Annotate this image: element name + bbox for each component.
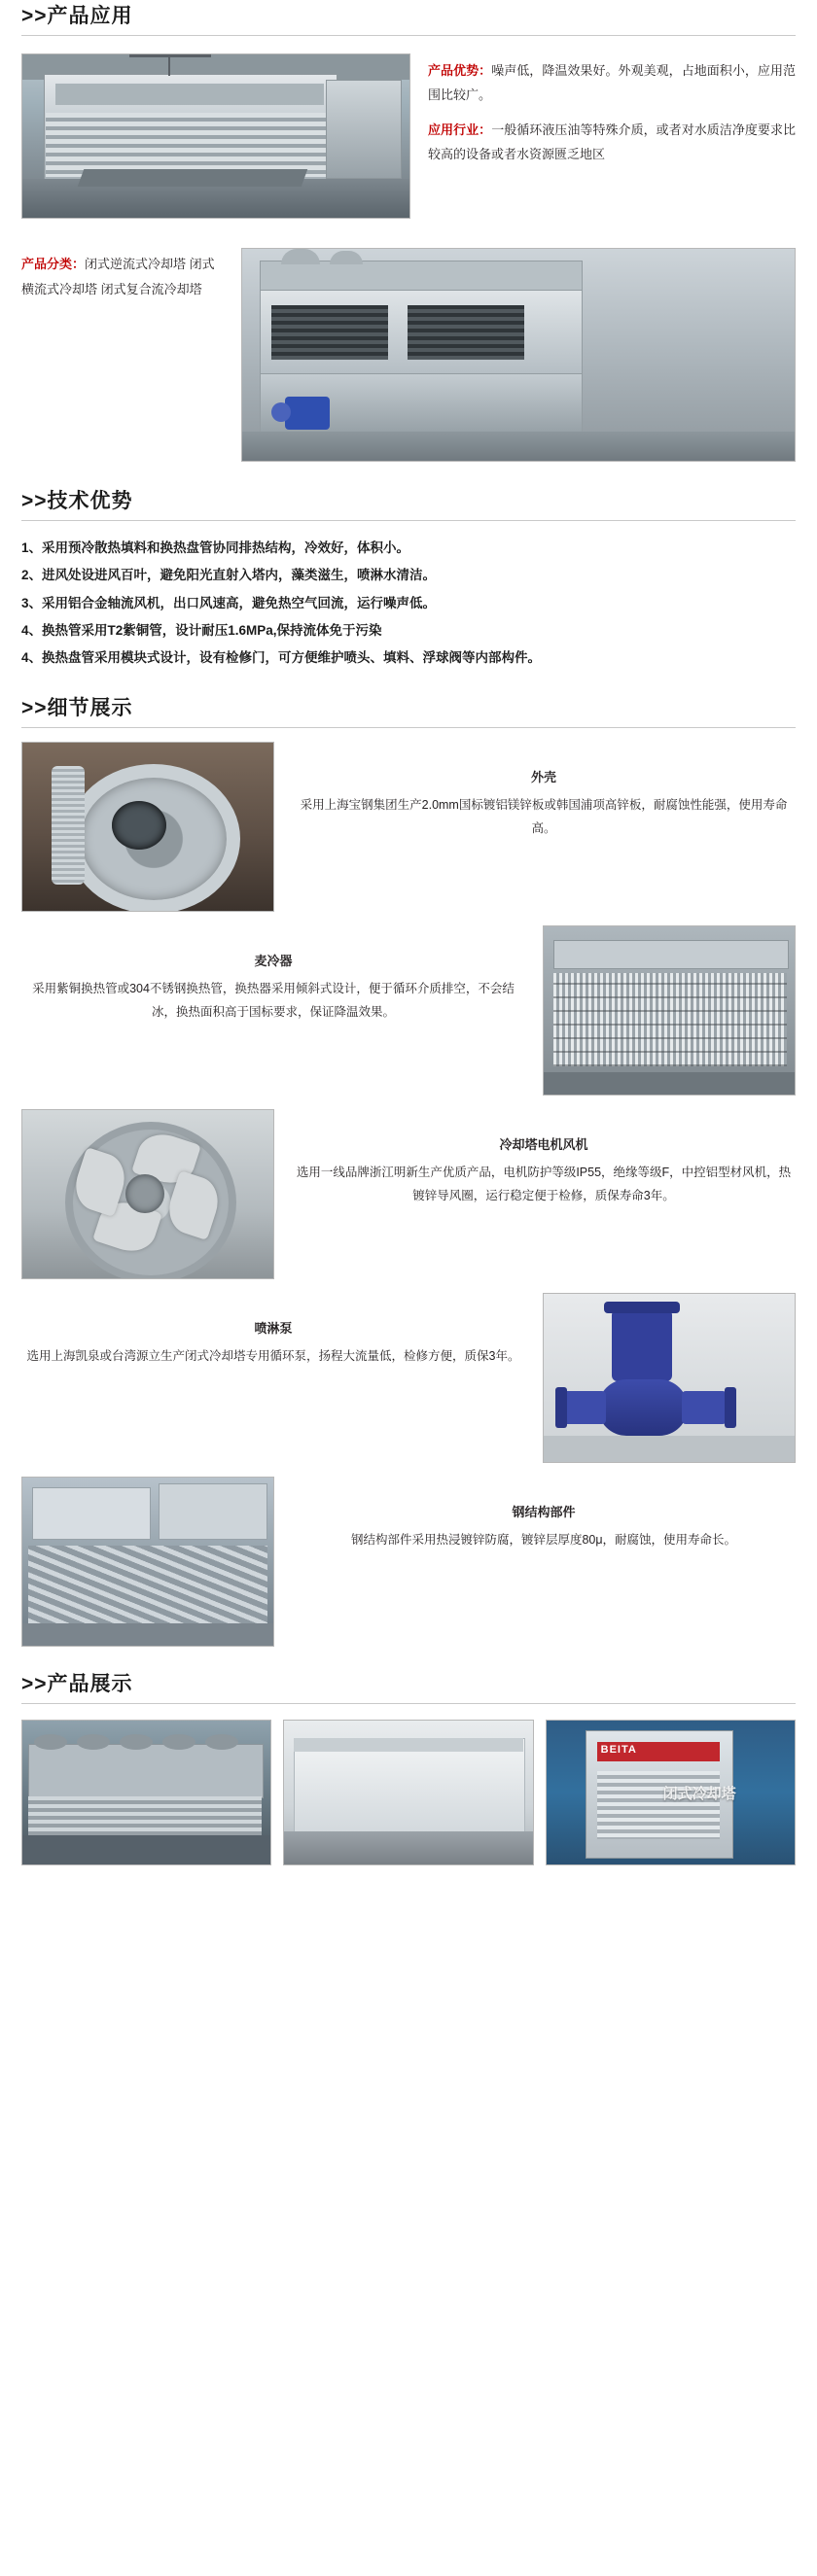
section-heading-details: >>细节展示 xyxy=(21,696,133,719)
application-industry-text: 一般循环液压油等特殊介质，或者对水质洁净度要求比较高的设备或者水资源匮乏地区 xyxy=(428,122,796,162)
detail-body: 采用紫铜换热管或304不锈钢换热管，换热器采用倾斜式设计，便于循环介质排空，不会结冰，换热面积高于国标要求，保证降温效果。 xyxy=(32,982,515,1020)
detail-text xyxy=(21,1293,525,1369)
detail-body: 钢结构部件采用热浸镀锌防腐，镀锌层厚度80μ，耐腐蚀，使用寿命长。 xyxy=(350,1533,737,1548)
detail-body: 选用上海凯泉或台湾源立生产闭式冷却塔专用循环泵，扬程大流量低，检修方便，质保3年。 xyxy=(26,1349,520,1364)
detail-row xyxy=(0,1463,817,1647)
detail-showcase-block xyxy=(0,673,817,1647)
axial-fan-photo xyxy=(21,1109,274,1279)
steel-structure-parts-photo xyxy=(21,1477,274,1647)
tower-closeup-photo xyxy=(546,1720,796,1865)
section-heading-technical: >>技术优势 xyxy=(21,490,133,512)
heat-exchanger-coil-photo xyxy=(543,925,796,1096)
divider xyxy=(21,520,796,521)
classification-block xyxy=(0,219,817,462)
brand-badge: BEITA xyxy=(600,1743,637,1756)
list-item: 1、采用预冷散热填料和换热盘管协同排热结构，冷效好，体积小。 xyxy=(21,540,410,555)
galvanized-steel-coil-photo xyxy=(21,742,274,912)
detail-row xyxy=(0,1279,817,1463)
detail-text xyxy=(292,1109,796,1208)
tower-array-outdoor-photo xyxy=(21,1720,271,1865)
detail-row xyxy=(0,728,817,912)
detail-title: 喷淋泵 xyxy=(254,1320,293,1336)
product-advantage-paragraph xyxy=(428,59,796,107)
application-industry-label: 应用行业： xyxy=(428,122,492,138)
section-heading-application: >>产品应用 xyxy=(21,5,133,27)
detail-body: 采用上海宝钢集团生产2.0mm国标镀铝镁锌板或韩国浦项高锌板，耐腐蚀性能强，使用寿命高。 xyxy=(300,798,788,836)
showcase-photo-row xyxy=(0,1704,817,1887)
classification-label: 产品分类： xyxy=(21,257,86,271)
list-item: 4、换热盘管采用模块式设计，设有检修门，可方便维护喷头、填料、浮球阀等内部构件。 xyxy=(21,650,542,666)
detail-title: 外壳 xyxy=(530,769,556,784)
detail-title: 麦冷器 xyxy=(254,953,293,968)
closed-tower-exterior-photo xyxy=(241,248,796,462)
technical-advantages-block xyxy=(0,462,817,673)
application-block xyxy=(0,36,817,219)
detail-row xyxy=(0,1096,817,1279)
watermark-text: 闭式冷却塔 xyxy=(662,1785,736,1802)
closed-cooling-tower-photo xyxy=(21,53,410,219)
technical-advantage-list xyxy=(21,535,796,673)
product-advantage-label: 产品优势： xyxy=(428,63,492,78)
detail-row xyxy=(0,912,817,1096)
classification-text xyxy=(21,248,226,302)
application-industry-paragraph xyxy=(428,119,796,166)
detail-text xyxy=(21,925,525,1025)
detail-text xyxy=(292,742,796,841)
list-item: 3、采用铝合金轴流风机，出口风速高，避免热空气回流，运行噪声低。 xyxy=(21,595,437,610)
list-item: 2、进风处设进风百叶，避免阳光直射入塔内，藻类滋生，喷淋水清洁。 xyxy=(21,568,437,583)
detail-title: 钢结构部件 xyxy=(512,1504,576,1519)
detail-title: 冷却塔电机风机 xyxy=(499,1136,588,1152)
classification-value: 闭式逆流式冷却塔 闭式横流式冷却塔 闭式复合流冷却塔 xyxy=(21,257,215,296)
detail-text xyxy=(292,1477,796,1552)
spray-pump-photo xyxy=(543,1293,796,1463)
list-item: 4、换热管采用T2紫铜管，设计耐压1.6MPa,保持流体免于污染 xyxy=(21,623,382,639)
section-heading-showcase: >>产品展示 xyxy=(21,1672,133,1695)
product-showcase-block xyxy=(0,1647,817,1887)
product-advantage-text: 噪声低，降温效果好。外观美观，占地面积小，应用范围比较广。 xyxy=(428,63,796,102)
detail-body: 选用一线品牌浙江明新生产优质产品，电机防护等级IP55，绝缘等级F，中控铝型材风机，热镀锌导风圈，运行稳定便于检修，质保寿命3年。 xyxy=(296,1166,792,1203)
application-text xyxy=(428,53,796,179)
tower-workshop-photo xyxy=(283,1720,533,1865)
